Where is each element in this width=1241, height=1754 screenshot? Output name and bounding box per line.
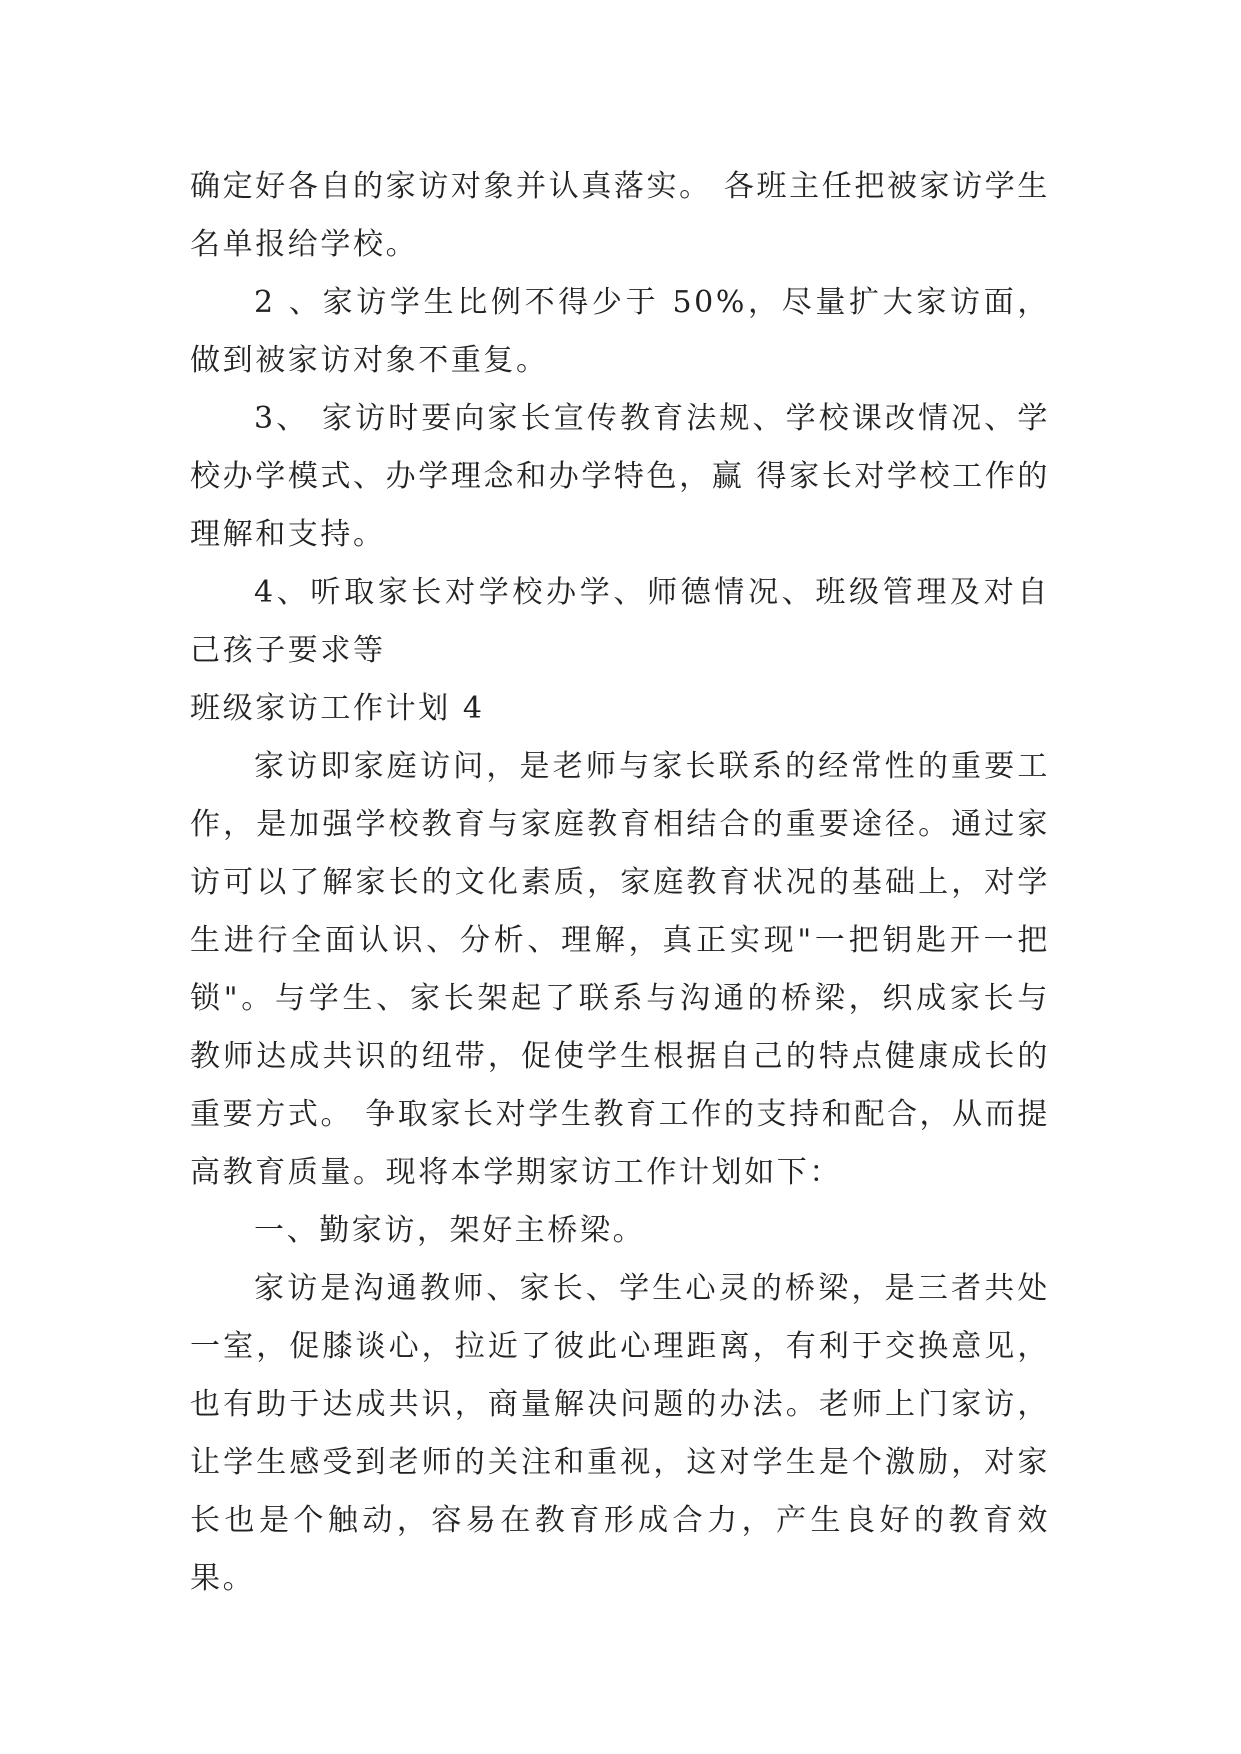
paragraph-item-4: 4、听取家长对学校办学、师德情况、班级管理及对自己孩子要求等	[190, 575, 1050, 668]
paragraph-item-2: 2 、家访学生比例不得少于 50%，尽量扩大家访面，做到被家访对象不重复。	[190, 285, 1050, 378]
document-body	[190, 158, 1050, 1608]
paragraph-intro: 家访即家庭访问，是老师与家长联系的经常性的重要工作，是加强学校教育与家庭教育相结合的重要途径。通过家访可以了解家长的文化素质，家庭教育状况的基础上，对学生进行全面认识、分析、理解，真正实现"一把钥匙开一把锁"。与学生、家长架起了联系与沟通的桥梁，织成家长与教师达成共识的纽带，促使学生根据自己的特点健康成长的重要方式。 争取家长对学生教育工作的支持和配合，从而提高教育质量。现将本学期家访工作计划如下：	[190, 749, 1050, 1190]
paragraph-home-visit: 家访是沟通教师、家长、学生心灵的桥梁，是三者共处一室，促膝谈心，拉近了彼此心理距离，有利于交换意见，也有助于达成共识，商量解决问题的办法。老师上门家访，让学生感受到老师的关注和重视，这对学生是个激励，对家长也是个触动，容易在教育形成合力，产生良好的教育效果。	[190, 1271, 1050, 1596]
paragraph-continuation: 确定好各自的家访对象并认真落实。 各班主任把被家访学生名单报给学校。	[190, 169, 1050, 262]
subheading-one: 一、勤家访，架好主桥梁。	[254, 1213, 646, 1248]
section-heading: 班级家访工作计划 4	[190, 691, 485, 726]
paragraph-item-3: 3、 家访时要向家长宣传教育法规、学校课改情况、学校办学模式、办学理念和办学特色，赢 得家长对学校工作的理解和支持。	[190, 401, 1050, 552]
